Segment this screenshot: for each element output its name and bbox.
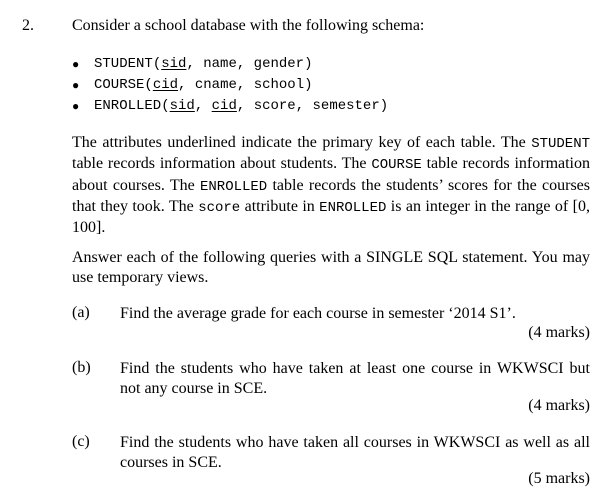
schema-item-student: ● STUDENT ( sid , name , gender )	[72, 56, 313, 72]
instructions: Answer each of the following queries with a SINGLE SQL statement. You may use temporary views.	[72, 249, 590, 287]
bullet-icon: ●	[72, 78, 80, 92]
schema-item-course: ● COURSE ( cid , cname , school )	[72, 77, 313, 93]
schema-table-name: ENROLLED	[94, 98, 162, 114]
part-a-marks: (4 marks)	[528, 324, 590, 341]
question-number: 2.	[22, 17, 34, 34]
part-a-text: Find the average grade for each course in semester ‘2014 S1’.	[120, 305, 516, 322]
part-c-text: Find the students who have taken all courses in WKWSCI as well as all courses in SCE.	[120, 434, 590, 471]
schema-attribute: school	[253, 77, 305, 93]
part-c-label: (c)	[72, 433, 90, 450]
schema-attribute: cid	[152, 77, 179, 93]
schema-attribute: sid	[161, 56, 187, 72]
schema-description: The attributes underlined indicate the primary key of each table. The STUDENT table records information about students. The COURSE table records information about courses. The ENROLLED table records the students’ scores for the courses that they took. The score attribute in ENROLLED is an integer in the range of [0, 100].	[72, 134, 591, 237]
schema-attribute: gender	[253, 56, 305, 72]
bullet-icon: ●	[72, 99, 80, 113]
part-c-marks: (5 marks)	[528, 470, 590, 487]
schema-item-enrolled: ● ENROLLED ( sid , cid , score , semester )	[72, 98, 389, 114]
schema-attribute: semester	[312, 98, 380, 114]
schema-attribute: cid	[211, 98, 237, 114]
schema-table-name: STUDENT	[94, 56, 153, 72]
question-intro: Consider a school database with the following schema:	[72, 17, 425, 34]
schema-attribute: score	[253, 98, 296, 114]
schema-attribute: sid	[169, 98, 195, 114]
part-b-marks: (4 marks)	[528, 397, 590, 414]
schema-attribute: cname	[194, 77, 237, 93]
part-b-text: Find the students who have taken at least one course in WKWSCI but not any course in SCE.	[120, 360, 590, 397]
part-b-label: (b)	[72, 359, 91, 376]
bullet-icon: ●	[72, 57, 80, 71]
part-a-label: (a)	[72, 304, 90, 321]
schema-table-name: COURSE	[94, 77, 145, 93]
schema-attribute: name	[203, 56, 237, 72]
